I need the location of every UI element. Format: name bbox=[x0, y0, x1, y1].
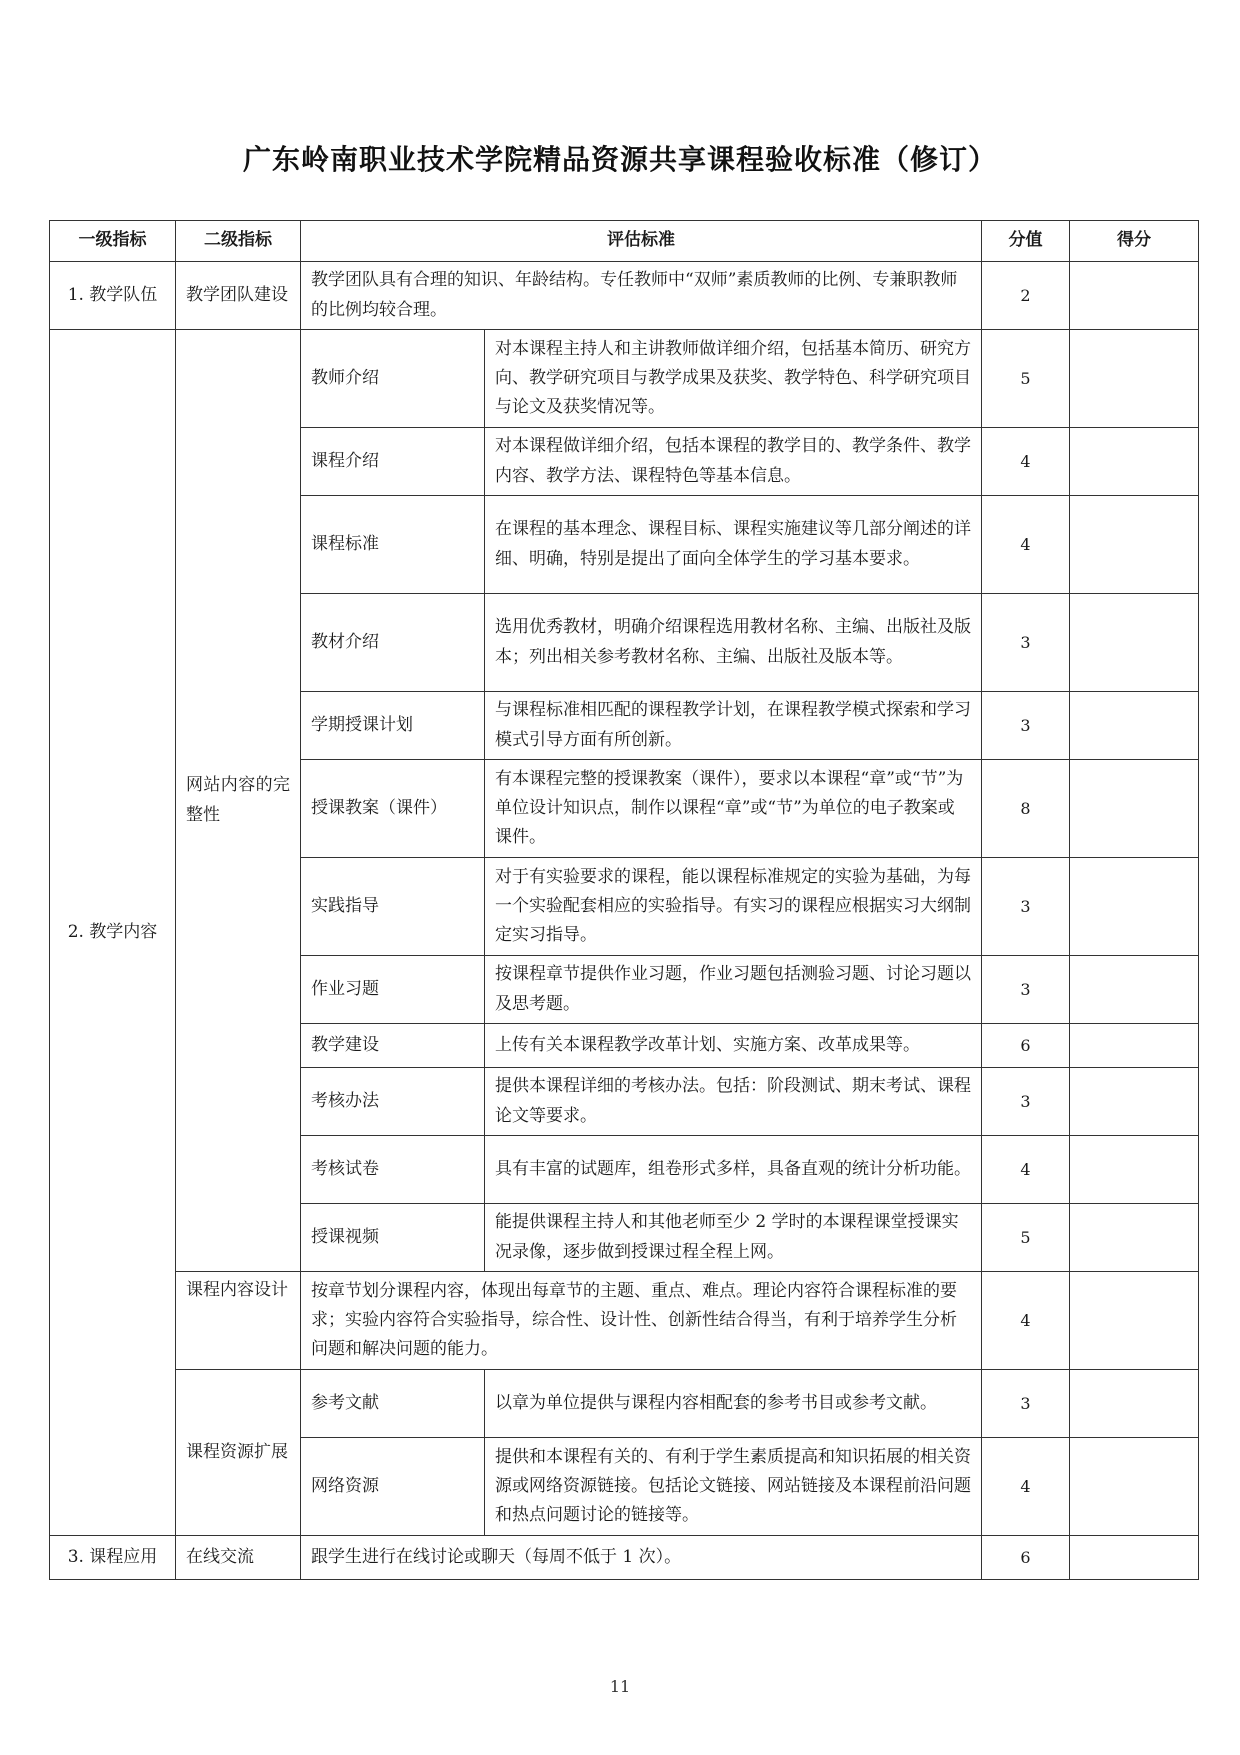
score-cell[interactable] bbox=[1070, 330, 1199, 428]
criteria-cell: 具有丰富的试题库，组卷形式多样，具备直观的统计分析功能。 bbox=[485, 1136, 982, 1204]
points-cell: 4 bbox=[982, 1272, 1070, 1370]
points-cell: 4 bbox=[982, 428, 1070, 496]
level2-cell: 网站内容的完整性 bbox=[176, 330, 301, 1272]
table-row bbox=[50, 1536, 1199, 1580]
score-cell[interactable] bbox=[1070, 496, 1199, 594]
sub-item-cell: 课程介绍 bbox=[301, 428, 485, 496]
level2-cell: 课程资源扩展 bbox=[176, 1370, 301, 1536]
points-cell: 3 bbox=[982, 1370, 1070, 1438]
score-cell[interactable] bbox=[1070, 956, 1199, 1024]
criteria-cell: 提供和本课程有关的、有利于学生素质提高和知识拓展的相关资源或网络资源链接。包括论文链接、网站链接及本课程前沿问题和热点问题讨论的链接等。 bbox=[485, 1438, 982, 1536]
header-level2: 二级指标 bbox=[176, 221, 301, 262]
score-cell[interactable] bbox=[1070, 1024, 1199, 1068]
points-cell: 6 bbox=[982, 1024, 1070, 1068]
points-cell: 5 bbox=[982, 1204, 1070, 1272]
sub-item-cell: 考核试卷 bbox=[301, 1136, 485, 1204]
criteria-cell: 跟学生进行在线讨论或聊天（每周不低于 1 次）。 bbox=[301, 1536, 982, 1580]
score-cell[interactable] bbox=[1070, 1136, 1199, 1204]
score-cell[interactable] bbox=[1070, 1068, 1199, 1136]
criteria-cell: 有本课程完整的授课教案（课件），要求以本课程“章”或“节”为单位设计知识点，制作以课程“章”或“节”为单位的电子教案或课件。 bbox=[485, 760, 982, 858]
level2-cell: 在线交流 bbox=[176, 1536, 301, 1580]
score-cell[interactable] bbox=[1070, 594, 1199, 692]
points-cell: 3 bbox=[982, 858, 1070, 956]
points-cell: 5 bbox=[982, 330, 1070, 428]
score-cell[interactable] bbox=[1070, 1272, 1199, 1370]
points-cell: 6 bbox=[982, 1536, 1070, 1580]
header-points: 分值 bbox=[982, 221, 1070, 262]
header-score: 得分 bbox=[1070, 221, 1199, 262]
level2-cell: 教学团队建设 bbox=[176, 262, 301, 330]
criteria-cell: 按章节划分课程内容，体现出每章节的主题、重点、难点。理论内容符合课程标准的要求；实验内容符合实验指导，综合性、设计性、创新性结合得当，有利于培养学生分析问题和解决问题的能力。 bbox=[301, 1272, 982, 1370]
sub-item-cell: 授课视频 bbox=[301, 1204, 485, 1272]
criteria-cell: 教学团队具有合理的知识、年龄结构。专任教师中“双师”素质教师的比例、专兼职教师的比例均较合理。 bbox=[301, 262, 982, 330]
sub-item-cell: 教材介绍 bbox=[301, 594, 485, 692]
table-row bbox=[50, 262, 1199, 330]
score-cell[interactable] bbox=[1070, 1204, 1199, 1272]
header-criteria: 评估标准 bbox=[301, 221, 982, 262]
table-row bbox=[50, 330, 1199, 428]
page-title: 广东岭南职业技术学院精品资源共享课程验收标准（修订） bbox=[242, 143, 997, 176]
criteria-cell: 按课程章节提供作业习题，作业习题包括测验习题、讨论习题以及思考题。 bbox=[485, 956, 982, 1024]
score-cell[interactable] bbox=[1070, 692, 1199, 760]
sub-item-cell: 参考文献 bbox=[301, 1370, 485, 1438]
criteria-cell: 与课程标准相匹配的课程教学计划，在课程教学模式探索和学习模式引导方面有所创新。 bbox=[485, 692, 982, 760]
sub-item-cell: 教师介绍 bbox=[301, 330, 485, 428]
criteria-cell: 上传有关本课程教学改革计划、实施方案、改革成果等。 bbox=[485, 1024, 982, 1068]
points-cell: 4 bbox=[982, 1136, 1070, 1204]
score-cell[interactable] bbox=[1070, 262, 1199, 330]
sub-item-cell: 考核办法 bbox=[301, 1068, 485, 1136]
level1-cell: 2. 教学内容 bbox=[50, 330, 176, 1536]
table-row bbox=[50, 1272, 1199, 1370]
evaluation-table bbox=[49, 220, 1199, 1580]
criteria-cell: 对本课程做详细介绍，包括本课程的教学目的、教学条件、教学内容、教学方法、课程特色等基本信息。 bbox=[485, 428, 982, 496]
points-cell: 4 bbox=[982, 1438, 1070, 1536]
table-row bbox=[50, 1370, 1199, 1438]
sub-item-cell: 学期授课计划 bbox=[301, 692, 485, 760]
points-cell: 3 bbox=[982, 956, 1070, 1024]
sub-item-cell: 网络资源 bbox=[301, 1438, 485, 1536]
points-cell: 8 bbox=[982, 760, 1070, 858]
score-cell[interactable] bbox=[1070, 1438, 1199, 1536]
score-cell[interactable] bbox=[1070, 428, 1199, 496]
page-number: 11 bbox=[609, 1677, 631, 1696]
score-cell[interactable] bbox=[1070, 1536, 1199, 1580]
points-cell: 3 bbox=[982, 1068, 1070, 1136]
score-cell[interactable] bbox=[1070, 1370, 1199, 1438]
criteria-cell: 以章为单位提供与课程内容相配套的参考书目或参考文献。 bbox=[485, 1370, 982, 1438]
score-cell[interactable] bbox=[1070, 858, 1199, 956]
criteria-cell: 在课程的基本理念、课程目标、课程实施建议等几部分阐述的详细、明确，特别是提出了面向全体学生的学习基本要求。 bbox=[485, 496, 982, 594]
points-cell: 2 bbox=[982, 262, 1070, 330]
criteria-cell: 提供本课程详细的考核办法。包括：阶段测试、期末考试、课程论文等要求。 bbox=[485, 1068, 982, 1136]
level1-cell: 3. 课程应用 bbox=[50, 1536, 176, 1580]
criteria-cell: 能提供课程主持人和其他老师至少 2 学时的本课程课堂授课实况录像，逐步做到授课过程全程上网。 bbox=[485, 1204, 982, 1272]
level1-cell: 1. 教学队伍 bbox=[50, 262, 176, 330]
sub-item-cell: 作业习题 bbox=[301, 956, 485, 1024]
header-level1: 一级指标 bbox=[50, 221, 176, 262]
criteria-cell: 对于有实验要求的课程，能以课程标准规定的实验为基础，为每一个实验配套相应的实验指导。有实习的课程应根据实习大纲制定实习指导。 bbox=[485, 858, 982, 956]
points-cell: 3 bbox=[982, 594, 1070, 692]
criteria-cell: 选用优秀教材，明确介绍课程选用教材名称、主编、出版社及版本；列出相关参考教材名称、主编、出版社及版本等。 bbox=[485, 594, 982, 692]
criteria-cell: 对本课程主持人和主讲教师做详细介绍，包括基本简历、研究方向、教学研究项目与教学成果及获奖、教学特色、科学研究项目与论文及获奖情况等。 bbox=[485, 330, 982, 428]
sub-item-cell: 实践指导 bbox=[301, 858, 485, 956]
sub-item-cell: 授课教案（课件） bbox=[301, 760, 485, 858]
level2-cell: 课程内容设计 bbox=[176, 1272, 301, 1370]
score-cell[interactable] bbox=[1070, 760, 1199, 858]
table-header-row bbox=[50, 221, 1199, 262]
points-cell: 3 bbox=[982, 692, 1070, 760]
sub-item-cell: 教学建设 bbox=[301, 1024, 485, 1068]
points-cell: 4 bbox=[982, 496, 1070, 594]
sub-item-cell: 课程标准 bbox=[301, 496, 485, 594]
